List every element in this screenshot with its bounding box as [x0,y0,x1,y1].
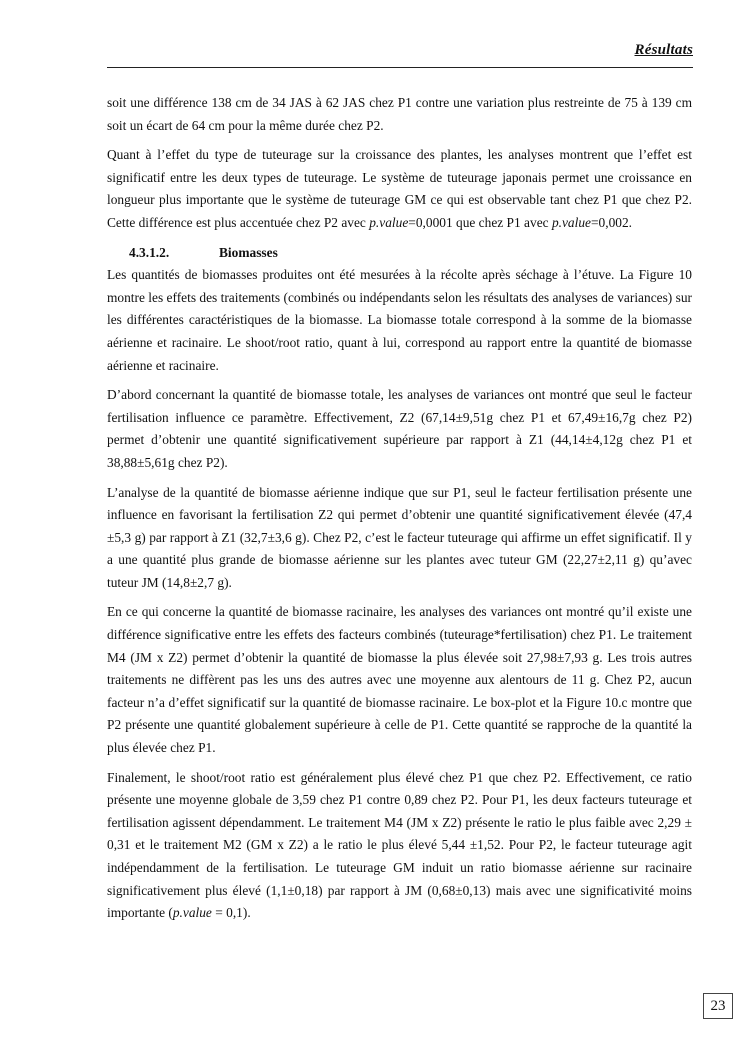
paragraph-7 [107,767,692,925]
paragraph-2-text-b: =0,0001 que chez P1 avec [408,214,552,230]
paragraph-7-text-b: = 0,1). [211,905,251,921]
paragraph-3: Les quantités de biomasses produites ont été mesurées à la récolte après séchage à l’étuve. La Figure 10 montre les effets des traitements (combinés ou indépendants selon les résultats des analyses de variances) sur les différentes caractéristiques de la biomasse. La biomasse totale correspond à la somme de la biomasse aérienne et racinaire. Le shoot/root ratio, quant à lui, correspond au rapport entre la quantité de biomasse aérienne et racinaire. [107,267,692,373]
header-title: Résultats [634,42,693,58]
section-title: Biomasses [219,244,278,260]
pvalue-italic: p.value [172,905,212,921]
paragraph-1: soit une différence 138 cm de 34 JAS à 62 JAS chez P1 contre une variation plus restreinte de 75 à 139 cm soit un écart de 64 cm pour la même durée chez P2. [107,95,692,133]
pvalue-italic: p.value [369,214,409,230]
page-header [107,42,693,68]
paragraph-2 [107,144,692,234]
paragraph-2-text-c: =0,002. [590,214,633,230]
pvalue-italic: p.value [551,214,591,230]
section-heading [107,242,692,265]
paragraph-4: D’abord concernant la quantité de biomasse totale, les analyses de variances ont montré que seul le facteur fertilisation influence ce paramètre. Effectivement, Z2 (67,14±9,51g chez P1 et 67,49±16,7g chez P2) permet d’obtenir une quantité significativement supérieure par rapport à Z1 (44,14±4,12g chez P1 et 38,88±5,61g chez P2). [107,387,692,470]
page-number: 23 [703,993,733,1019]
paragraph-2-text-a: Quant à l’effet du type de tuteurage sur la croissance des plantes, les analyses montrent que l’effet est significatif entre les deux types de tuteurage. Le système de tuteurage japonais permet une croissance en longueur plus importante que le système de tuteurage GM ce qui est observable tant chez P1 que chez P2. Cette différence est plus accentuée chez P2 avec [107,147,692,230]
paragraph-5: L’analyse de la quantité de biomasse aérienne indique que sur P1, seul le facteur fertilisation présente une influence en favorisant la fertilisation Z2 qui permet d’obtenir une quantité significativement élevée (47,4 ±5,3 g) par rapport à Z1 (32,7±3,6 g). Chez P2, c’est le facteur tuteurage qui affirme un effet significatif. Il y a une quantité plus grande de biomasse aérienne sur les plantes avec tuteur GM (22,27±2,11 g) qu’avec tuteur JM (14,8±2,7 g). [107,484,692,590]
section-number: 4.3.1.2. [129,244,170,260]
body-text [107,92,692,932]
paragraph-6: En ce qui concerne la quantité de biomasse racinaire, les analyses des variances ont montré qu’il existe une différence significative entre les effets des facteurs combinés (tuteurage*fertilisation) chez P1. Le traitement M4 (JM x Z2) permet d’obtenir la quantité de biomasse la plus élevée soit 27,98±7,93 g. Les trois autres traitements ne diffèrent pas les uns des autres avec une moyenne aux alentours de 11 g. Chez P2, aucun facteur n’a d’effet significatif sur la quantité de biomasse racinaire. Le box-plot et la Figure 10.c montre que P2 présente une quantité globalement supérieure à celle de P1. Cette quantité se rapproche de la quantité la plus élevée chez P1. [107,604,692,756]
paragraph-7-text-a: Finalement, le shoot/root ratio est généralement plus élevé chez P1 que chez P2. Effectivement, ce ratio présente une moyenne globale de 3,59 chez P1 contre 0,89 chez P2. Pour P1, les deux facteurs tuteurage et fertilisation agissent dépendamment. Le traitement M4 (JM x Z2) présente le ratio le plus faible avec 2,29 ± 0,31 et le traitement M2 (GM x Z2) a le ratio le plus élevé 5,44 ±1,52. Pour P2, le facteur tuteurage agit indépendamment de la fertilisation. Le tuteurage GM induit un ratio biomasse aérienne sur racinaire significativement plus élevé (1,1±0,18) par rapport à JM (0,68±0,13) mais avec une significativité moins importante ( [107,769,692,921]
